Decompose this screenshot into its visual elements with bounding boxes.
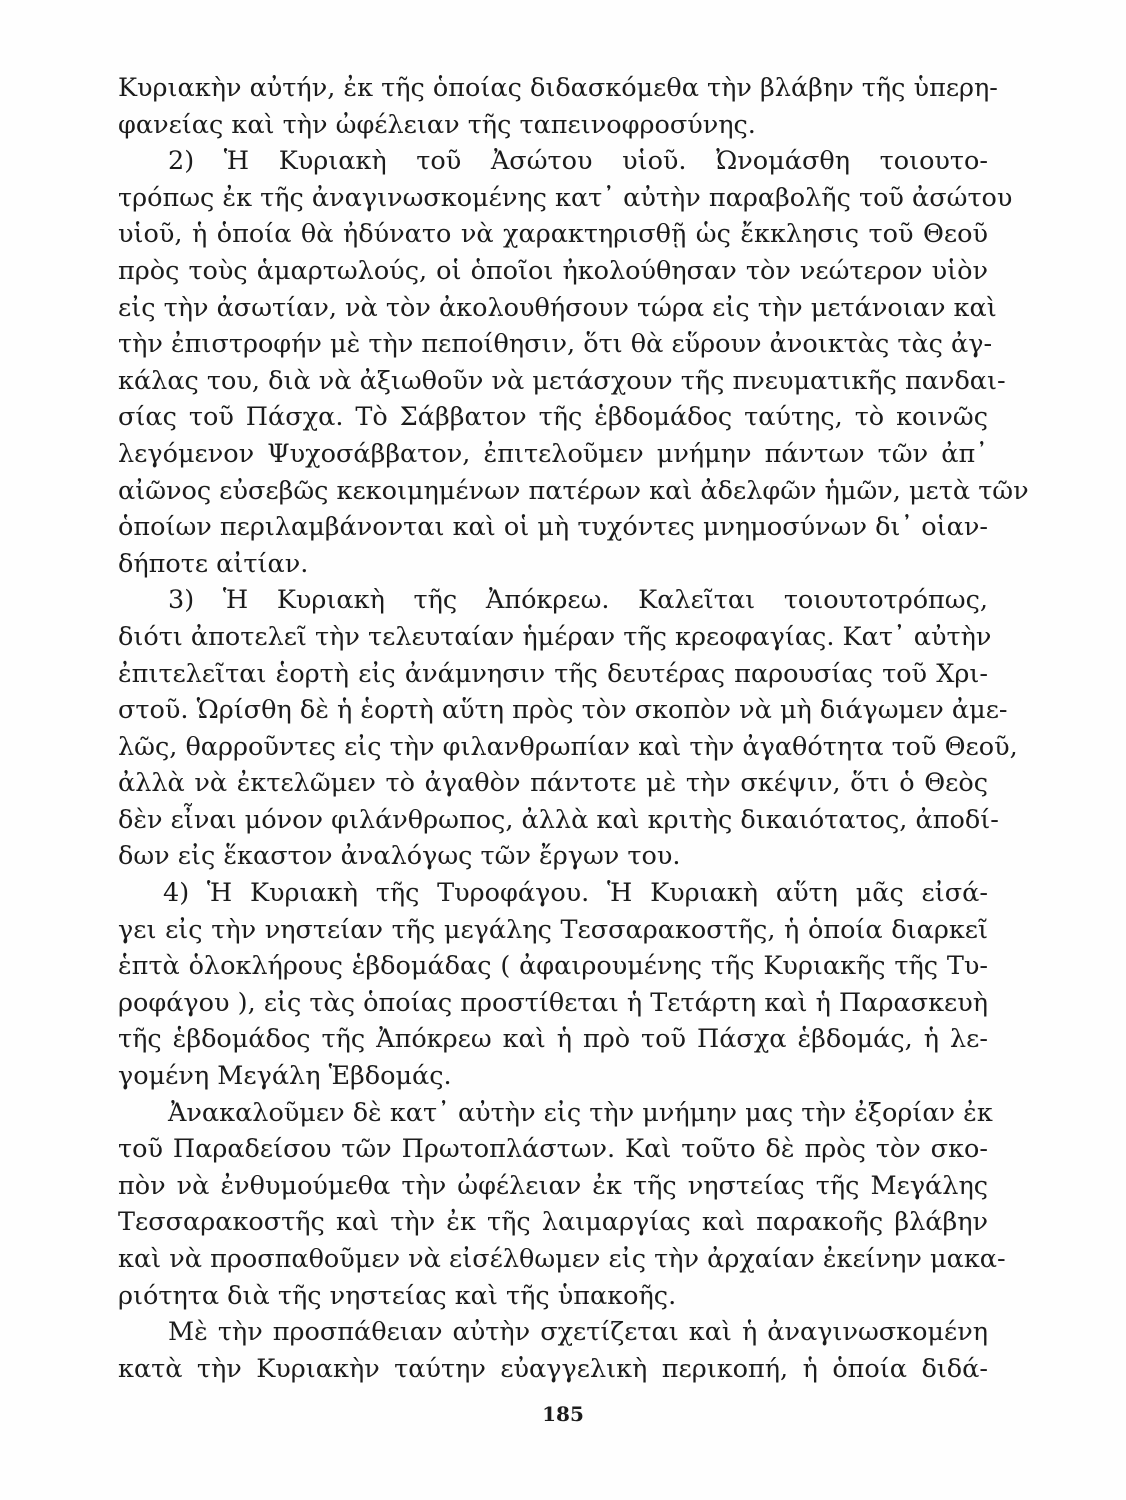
text-line: ὁποίων περιλαμβάνονται καὶ οἱ μὴ τυχόντες μνημοσύνων δι᾽ οἱαν- <box>118 512 988 543</box>
text-line: τρόπως ἐκ τῆς ἀναγινωσκομένης κατ᾽ αὐτὴν παραβολῆς τοῦ ἀσώτου <box>118 182 1013 213</box>
paragraph-start-line: Μὲ τὴν προσπάθειαν αὐτὴν σχετίζεται καὶ ἡ ἀναγινωσκομένη <box>168 1317 988 1348</box>
page-number: 185 <box>542 1402 584 1426</box>
section-heading-line: 3) Ἡ Κυριακὴ τῆς Ἀπόκρεω. Καλεῖται τοιουτοτρόπως, <box>168 585 988 616</box>
section-heading-line: 2) Ἡ Κυριακὴ τοῦ Ἀσώτου υἱοῦ. Ὠνομάσθη τοιουτο- <box>168 146 988 177</box>
text-line: στοῦ. Ὡρίσθη δὲ ἡ ἑορτὴ αὕτη πρὸς τὸν σκοπὸν νὰ μὴ διάγωμεν ἀμε- <box>118 695 1008 726</box>
page-body-text <box>118 70 1029 1387</box>
text-line: πρὸς τοὺς ἁμαρτωλούς, οἱ ὁποῖοι ἠκολούθησαν τὸν νεώτερον υἱὸν <box>118 255 988 286</box>
text-line: τὴν ἐπιστροφήν μὲ τὴν πεποίθησιν, ὅτι θὰ εὕρουν ἀνοικτὰς τὰς ἀγ- <box>118 329 993 360</box>
text-line: εἰς τὴν ἀσωτίαν, νὰ τὸν ἀκολουθήσουν τώρα εἰς τὴν μετάνοιαν καὶ <box>118 292 997 323</box>
text-line: λῶς, θαρροῦντες εἰς τὴν φιλανθρωπίαν καὶ τὴν ἀγαθότητα τοῦ Θεοῦ, <box>118 731 1018 762</box>
text-line: φανείας καὶ τὴν ὠφέλειαν τῆς ταπεινοφροσύνης. <box>118 109 756 140</box>
text-line: γομένη Μεγάλη Ἑβδομάς. <box>118 1061 452 1092</box>
text-line: δήποτε αἰτίαν. <box>118 548 309 579</box>
text-line: δων εἰς ἕκαστον ἀναλόγως τῶν ἔργων του. <box>118 841 681 872</box>
text-line: ἀλλὰ νὰ ἐκτελῶμεν τὸ ἀγαθὸν πάντοτε μὲ τὴν σκέψιν, ὅτι ὁ Θεὸς <box>118 768 988 799</box>
text-line: λεγόμενον Ψυχοσάββατον, ἐπιτελοῦμεν μνήμην πάντων τῶν ἀπ᾽ <box>118 438 988 469</box>
text-line: τῆς ἑβδομάδος τῆς Ἀπόκρεω καὶ ἡ πρὸ τοῦ Πάσχα ἑβδομάς, ἡ λε- <box>118 1024 988 1055</box>
text-line: ἑπτὰ ὁλοκλήρους ἑβδομάδας ( ἀφαιρουμένης τῆς Κυριακῆς τῆς Τυ- <box>118 951 988 982</box>
text-line: διότι ἀποτελεῖ τὴν τελευταίαν ἡμέραν τῆς κρεοφαγίας. Κατ᾽ αὐτὴν <box>118 621 992 652</box>
text-line: πὸν νὰ ἐνθυμούμεθα τὴν ὠφέλειαν ἐκ τῆς νηστείας τῆς Μεγάλης <box>118 1170 988 1201</box>
text-line: κάλας του, διὰ νὰ ἀξιωθοῦν νὰ μετάσχουν τῆς πνευματικῆς πανδαι- <box>118 365 1006 396</box>
text-line: ριότητα διὰ τῆς νηστείας καὶ τῆς ὑπακοῆς. <box>118 1280 677 1311</box>
text-line: Τεσσαρακοστῆς καὶ τὴν ἐκ τῆς λαιμαργίας καὶ παρακοῆς βλάβην <box>118 1207 988 1238</box>
text-line: υἱοῦ, ἡ ὁποία θὰ ἠδύνατο νὰ χαρακτηρισθῇ ὡς ἔκκλησις τοῦ Θεοῦ <box>118 219 988 250</box>
text-line: ροφάγου ), εἰς τὰς ὁποίας προστίθεται ἡ Τετάρτη καὶ ἡ Παρασκευὴ <box>118 987 988 1018</box>
text-line: αἰῶνος εὐσεβῶς κεκοιμημένων πατέρων καὶ ἀδελφῶν ἡμῶν, μετὰ τῶν <box>118 475 1029 506</box>
text-line: κατὰ τὴν Κυριακὴν ταύτην εὐαγγελικὴ περικοπή, ἡ ὁποία διδά- <box>118 1353 988 1384</box>
text-line: δὲν εἶναι μόνον φιλάνθρωπος, ἀλλὰ καὶ κριτὴς δικαιότατος, ἀποδί- <box>118 804 999 835</box>
text-line: ἐπιτελεῖται ἑορτὴ εἰς ἀνάμνησιν τῆς δευτέρας παρουσίας τοῦ Χρι- <box>118 658 988 689</box>
text-line: καὶ νὰ προσπαθοῦμεν νὰ εἰσέλθωμεν εἰς τὴν ἀρχαίαν ἐκείνην μακα- <box>118 1244 1006 1274</box>
paragraph-start-line: Ἀνακαλοῦμεν δὲ κατ᾽ αὐτὴν εἰς τὴν μνήμην μας τὴν ἐξορίαν ἐκ <box>168 1097 993 1128</box>
text-line: τοῦ Παραδείσου τῶν Πρωτοπλάστων. Καὶ τοῦτο δὲ πρὸς τὸν σκο- <box>118 1134 988 1165</box>
text-line: γει εἰς τὴν νηστείαν τῆς μεγάλης Τεσσαρακοστῆς, ἡ ὁποία διαρκεῖ <box>118 914 988 945</box>
text-line: Κυριακὴν αὐτήν, ἐκ τῆς ὁποίας διδασκόμεθα τὴν βλάβην τῆς ὑπερη- <box>118 73 998 103</box>
section-heading-line: 4) Ἡ Κυριακὴ τῆς Τυροφάγου. Ἡ Κυριακὴ αὕτη μᾶς εἰσά- <box>163 878 988 909</box>
text-line: σίας τοῦ Πάσχα. Τὸ Σάββατον τῆς ἑβδομάδος ταύτης, τὸ κοινῶς <box>118 402 988 433</box>
